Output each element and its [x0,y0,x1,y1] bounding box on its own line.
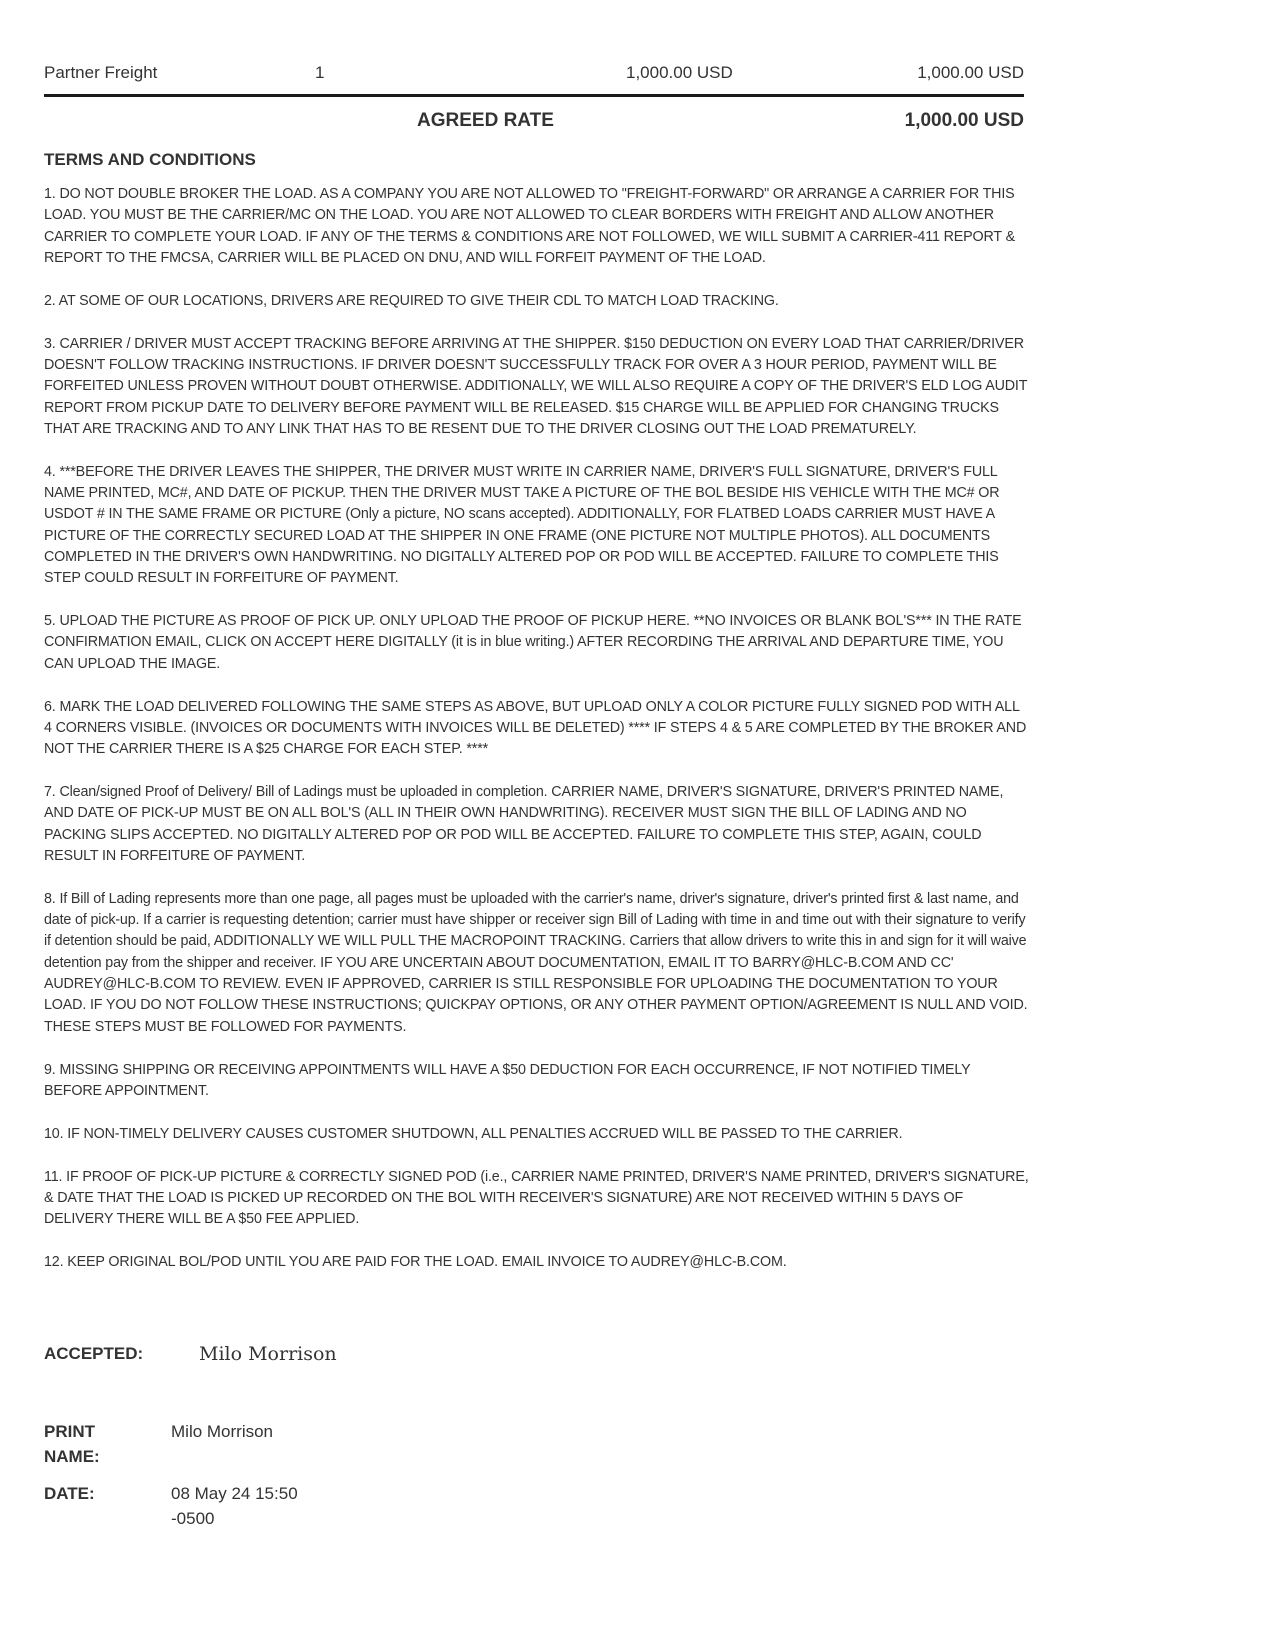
term-item: 12. KEEP ORIGINAL BOL/POD UNTIL YOU ARE PAID FOR THE LOAD. EMAIL INVOICE TO AUDREY@HLC-B.COM. [44,1254,787,1271]
terms-list [44,184,1029,1295]
total-divider [44,94,1024,97]
signature: Milo Morrison [199,1343,337,1365]
line-item-description: Partner Freight [44,63,158,82]
term-item: 8. If Bill of Lading represents more than one page, all pages must be uploaded with the carrier's name, driver's signature, driver's printed first & last name, and date of pick-up. If a carrier is requesting detention; carrier must have shipper or receiver sign Bill of Lading with time in and time out with their signature to verify if detention should be paid, ADDITIONALLY WE WILL PULL THE MACROPOINT TRACKING. Carriers that allow drivers to write this in and sign for it will waive detention pay from the shipper and receiver. IF YOU ARE UNCERTAIN ABOUT DOCUMENTATION, EMAIL IT TO BARRY@HLC-B.COM AND CC' AUDREY@HLC-B.COM TO REVIEW. EVEN IF APPROVED, CARRIER IS STILL RESPONSIBLE FOR UPLOADING THE DOCUMENTATION TO YOUR LOAD. IF YOU DO NOT FOLLOW THESE INSTRUCTIONS; QUICKPAY OPTIONS, OR ANY OTHER PAYMENT OPTION/AGREEMENT IS NULL AND VOID. THESE STEPS MUST BE FOLLOWED FOR PAYMENTS. [44,890,1028,1035]
date-value: 08 May 24 15:50 -0500 [171,1484,298,1528]
line-item-amount: 1,000.00 USD [917,63,1024,82]
agreed-rate-row [44,109,1024,135]
print-name-value: Milo Morrison [171,1422,274,1441]
line-item-quantity: 1 [315,63,325,82]
accepted-row [44,1341,444,1371]
agreed-rate-label: AGREED RATE [417,110,554,131]
accepted-label: ACCEPTED: [44,1344,144,1363]
print-name-row [44,1419,444,1471]
line-item-rate: 1,000.00 USD [626,63,733,82]
term-item: 9. MISSING SHIPPING OR RECEIVING APPOINTMENTS WILL HAVE A $50 DEDUCTION FOR EACH OCCURRENCE, IF NOT NOTIFIED TIMELY BEFORE APPOINTMENT. [44,1061,971,1099]
term-item: 7. Clean/signed Proof of Delivery/ Bill of Ladings must be uploaded in completion. CARRIER NAME, DRIVER'S SIGNATURE, DRIVER'S PRINTED NAME, AND DATE OF PICK-UP MUST BE ON ALL BOL'S (ALL IN THEIR OWN HANDWRITING). RECEIVER MUST SIGN THE BILL OF LADING AND NO PACKING SLIPS ACCEPTED. NO DIGITALLY ALTERED POP OR POD WILL BE ACCEPTED. FAILURE TO COMPLETE THIS STEP, AGAIN, COULD RESULT IN FORFEITURE OF PAYMENT. [44,784,1004,864]
term-item: 10. IF NON-TIMELY DELIVERY CAUSES CUSTOMER SHUTDOWN, ALL PENALTIES ACCRUED WILL BE PASSED TO THE CARRIER. [44,1125,903,1142]
term-item: 11. IF PROOF OF PICK-UP PICTURE & CORRECTLY SIGNED POD (i.e., CARRIER NAME PRINTED, DRIVER'S NAME PRINTED, DRIVER'S SIGNATURE, & DATE THAT THE LOAD IS PICKED UP RECORDED ON THE BOL WITH RECEIVER'S SIGNATURE) ARE NOT RECEIVED WITHIN 5 DAYS OF DELIVERY THERE WILL BE A $50 FEE APPLIED. [44,1168,1029,1228]
date-row [44,1481,444,1533]
line-item-row [44,62,1024,86]
term-item: 5. UPLOAD THE PICTURE AS PROOF OF PICK UP. ONLY UPLOAD THE PROOF OF PICKUP HERE. **NO INVOICES OR BLANK BOL'S*** IN THE RATE CONFIRMATION EMAIL, CLICK ON ACCEPT HERE DIGITALLY (it is in blue writing.) AFTER RECORDING THE ARRIVAL AND DEPARTURE TIME, YOU CAN UPLOAD THE IMAGE. [44,613,1022,672]
term-item: 6. MARK THE LOAD DELIVERED FOLLOWING THE SAME STEPS AS ABOVE, BUT UPLOAD ONLY A COLOR PICTURE FULLY SIGNED POD WITH ALL 4 CORNERS VISIBLE. (INVOICES OR DOCUMENTS WITH INVOICES WILL BE DELETED) **** IF STEPS 4 & 5 ARE COMPLETED BY THE BROKER AND NOT THE CARRIER THERE IS A $25 CHARGE FOR EACH STEP. **** [44,698,1027,758]
term-item: 1. DO NOT DOUBLE BROKER THE LOAD. AS A COMPANY YOU ARE NOT ALLOWED TO "FREIGHT-FORWARD" OR ARRANGE A CARRIER FOR THIS LOAD. YOU MUST BE THE CARRIER/MC ON THE LOAD. YOU ARE NOT ALLOWED TO CLEAR BORDERS WITH FREIGHT AND ALLOW ANOTHER CARRIER TO COMPLETE YOUR LOAD. IF ANY OF THE TERMS & CONDITIONS ARE NOT FOLLOWED, WE WILL SUBMIT A CARRIER-411 REPORT & REPORT TO THE FMCSA, CARRIER WILL BE PLACED ON DNU, AND WILL FORFEIT PAYMENT OF THE LOAD. [44,186,1015,266]
agreed-rate-value: 1,000.00 USD [904,110,1024,131]
term-item: 3. CARRIER / DRIVER MUST ACCEPT TRACKING BEFORE ARRIVING AT THE SHIPPER. $150 DEDUCTION ON EVERY LOAD THAT CARRIER/DRIVER DOESN'T FOLLOW TRACKING INSTRUCTIONS. IF DRIVER DOESN'T SUCCESSFULLY TRACK FOR OVER A 3 HOUR PERIOD, PAYMENT WILL BE FORFEITED UNLESS PROVEN WITHOUT DOUBT OTHERWISE. ADDITIONALLY, WE WILL ALSO REQUIRE A COPY OF THE DRIVER'S ELD LOG AUDIT REPORT FROM PICKUP DATE TO DELIVERY BEFORE PAYMENT WILL BE RELEASED. $15 CHARGE WILL BE APPLIED FOR CHANGING TRUCKS THAT ARE TRACKING AND TO ANY LINK THAT HAS TO BE RESENT DUE TO THE DRIVER CLOSING OUT THE LOAD PREMATURELY. [44,335,1028,437]
date-label: DATE: [44,1484,95,1503]
terms-heading: TERMS AND CONDITIONS [44,150,256,169]
term-item: 4. ***BEFORE THE DRIVER LEAVES THE SHIPPER, THE DRIVER MUST WRITE IN CARRIER NAME, DRIVER'S FULL SIGNATURE, DRIVER'S FULL NAME PRINTED, MC#, AND DATE OF PICKUP. THEN THE DRIVER MUST TAKE A PICTURE OF THE BOL BESIDE HIS VEHICLE WITH THE MC# OR USDOT # IN THE SAME FRAME OR PICTURE (Only a picture, NO scans accepted). ADDITIONALLY, FOR FLATBED LOADS CARRIER MUST HAVE A PICTURE OF THE CORRECTLY SECURED LOAD AT THE SHIPPER IN ONE FRAME (ONE PICTURE NOT MULTIPLE PHOTOS). ALL DOCUMENTS COMPLETED IN THE DRIVER'S OWN HANDWRITING. NO DIGITALLY ALTERED POP OR POD WILL BE ACCEPTED. FAILURE TO COMPLETE THIS STEP COULD RESULT IN FORFEITURE OF PAYMENT. [44,463,1000,587]
term-item: 2. AT SOME OF OUR LOCATIONS, DRIVERS ARE REQUIRED TO GIVE THEIR CDL TO MATCH LOAD TRACKING. [44,292,779,309]
print-name-label: PRINT NAME: [44,1422,100,1466]
